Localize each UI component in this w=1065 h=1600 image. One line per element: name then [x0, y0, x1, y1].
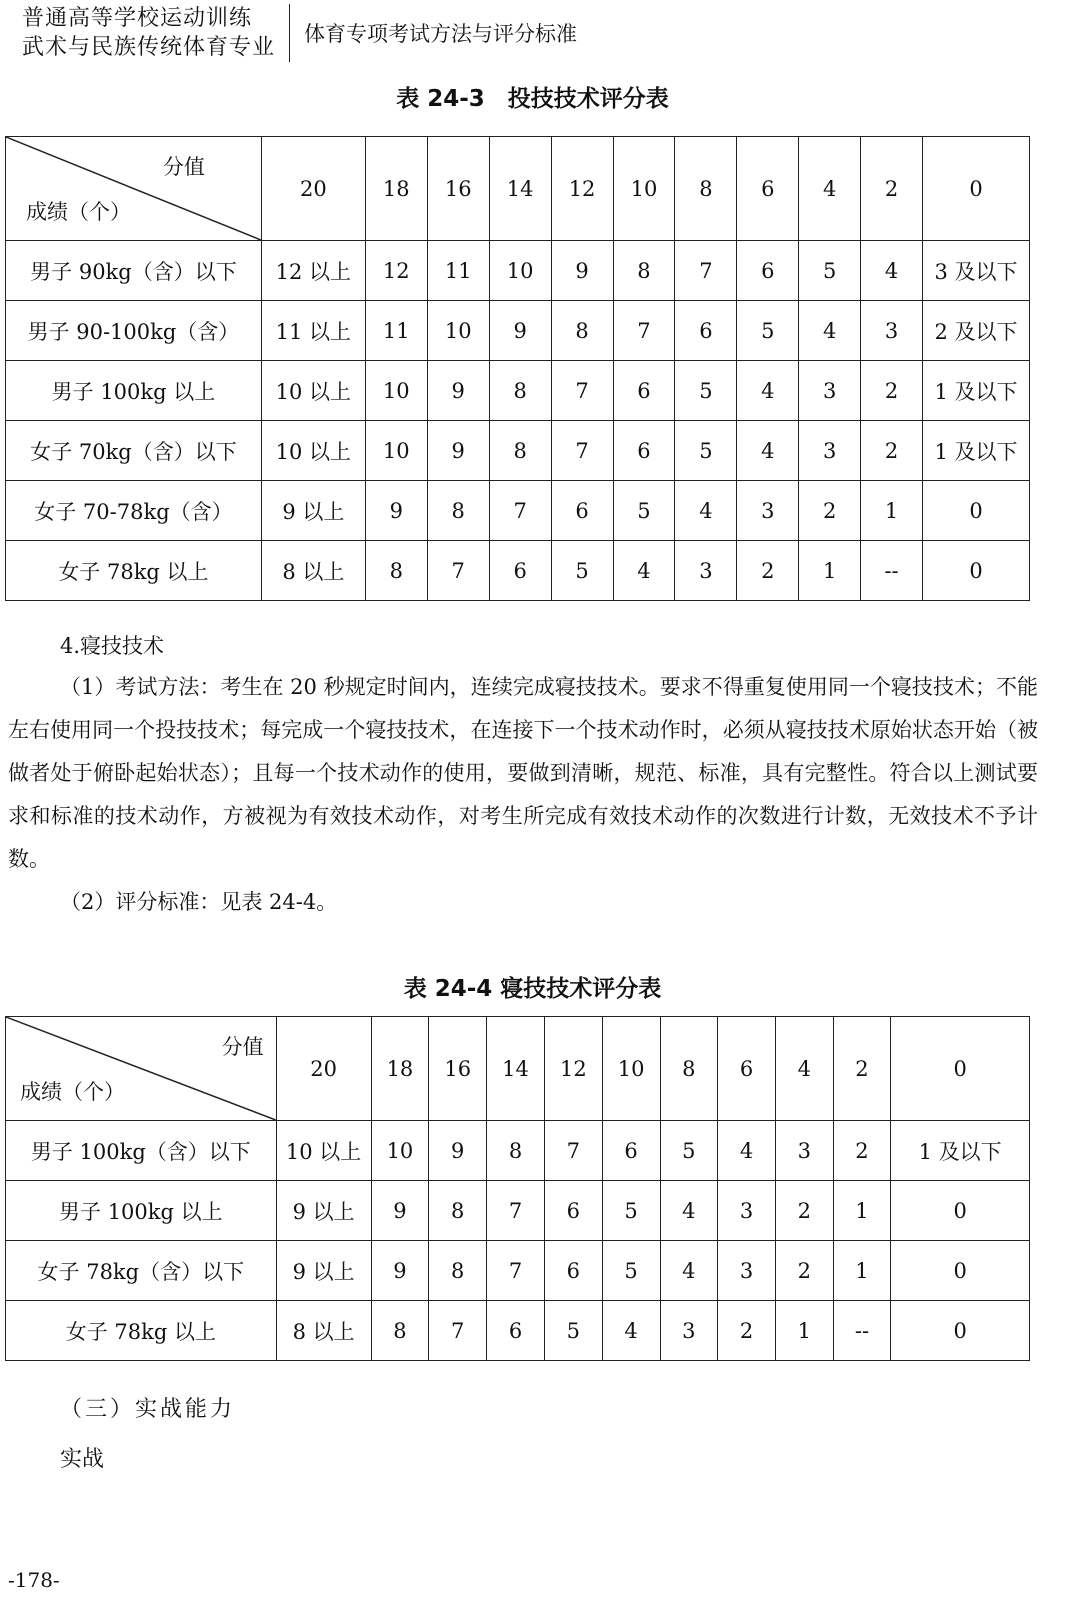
score-header: 18: [365, 137, 427, 241]
table-cell: --: [833, 1301, 891, 1361]
table-cell: 11: [427, 241, 489, 301]
table-cell: 7: [551, 421, 613, 481]
table-cell: 7: [429, 1301, 487, 1361]
table-cell: 9 以上: [261, 481, 365, 541]
score-header: 8: [660, 1017, 718, 1121]
score-header: 6: [737, 137, 799, 241]
row-label: 男子 90kg（含）以下: [6, 241, 262, 301]
method-paragraph: （1）考试方法：考生在 20 秒规定时间内，连续完成寝技技术。要求不得重复使用同一个寝技技术；不能左右使用同一个投技技术；每完成一个寝技技术，在连接下一个技术动作时，必须从寝技技术原始状态开始（被做者处于俯卧起始状态）；且每一个技术动作的使用，要做到清晰，规范、标准，具有完整性。符合以上测试要求和标准的技术动作，方被视为有效技术动作，对考生所完成有效技术动作的次数进行计数，无效技术不予计数。: [8, 675, 1038, 871]
table-cell: 10: [489, 241, 551, 301]
score-header: 12: [544, 1017, 602, 1121]
table-cell: 4: [675, 481, 737, 541]
table-cell: 5: [675, 361, 737, 421]
score-header: 4: [799, 137, 861, 241]
table-cell: 10 以上: [276, 1121, 371, 1181]
table-row: [6, 1181, 1030, 1241]
table-cell: 6: [544, 1181, 602, 1241]
header-line1: 普通高等学校运动训练: [22, 6, 253, 31]
table1-corner-cell: [6, 137, 262, 241]
section-sub: 实战: [60, 1447, 105, 1472]
table-cell: 4: [737, 361, 799, 421]
table-cell: 2: [799, 481, 861, 541]
item4-heading: 4.寝技技术: [60, 634, 165, 658]
table-cell: 1: [799, 541, 861, 601]
table-cell: 6: [675, 301, 737, 361]
table2-corner-bottom: 成绩（个）: [20, 1080, 125, 1104]
table-cell: 1: [833, 1241, 891, 1301]
table-cell: 3: [718, 1181, 776, 1241]
table-cell: 3: [660, 1301, 718, 1361]
table-cell: 9: [365, 481, 427, 541]
table-cell: 2: [718, 1301, 776, 1361]
row-label: 男子 100kg 以上: [6, 1181, 277, 1241]
table-row: [6, 481, 1030, 541]
table-cell: 9: [429, 1121, 487, 1181]
table-row: [6, 1301, 1030, 1361]
score-header: 4: [775, 1017, 833, 1121]
table-cell: 1 及以下: [923, 421, 1030, 481]
table-cell: 7: [487, 1181, 545, 1241]
table-cell: 6: [551, 481, 613, 541]
table-cell: 0: [923, 541, 1030, 601]
table-cell: 10 以上: [261, 421, 365, 481]
table-cell: 6: [602, 1121, 660, 1181]
table-cell: 9 以上: [276, 1241, 371, 1301]
score-header: 20: [261, 137, 365, 241]
table-row: [6, 361, 1030, 421]
table-cell: 2: [775, 1181, 833, 1241]
table-cell: 5: [613, 481, 675, 541]
row-label: 男子 100kg 以上: [6, 361, 262, 421]
row-label: 女子 78kg 以上: [6, 1301, 277, 1361]
table-cell: 9: [371, 1241, 429, 1301]
table-cell: 1: [833, 1181, 891, 1241]
table-cell: 4: [660, 1181, 718, 1241]
table-cell: 11 以上: [261, 301, 365, 361]
table-cell: 0: [891, 1241, 1030, 1301]
table2: [5, 1016, 1030, 1361]
table-cell: 8: [371, 1301, 429, 1361]
table-cell: 8: [429, 1181, 487, 1241]
header-line2: 武术与民族传统体育专业: [22, 35, 276, 60]
table-cell: 5: [602, 1241, 660, 1301]
table-cell: 2: [861, 361, 923, 421]
table-cell: 8: [429, 1241, 487, 1301]
table-cell: 10: [365, 421, 427, 481]
table-cell: 4: [799, 301, 861, 361]
table-cell: 8: [613, 241, 675, 301]
table-cell: 9: [427, 361, 489, 421]
table-cell: 9: [427, 421, 489, 481]
table-cell: 2 及以下: [923, 301, 1030, 361]
table-cell: 5: [544, 1301, 602, 1361]
table-cell: 6: [613, 421, 675, 481]
table-cell: 3: [737, 481, 799, 541]
table-cell: 8 以上: [276, 1301, 371, 1361]
table-cell: 8: [487, 1121, 545, 1181]
score-header: 2: [861, 137, 923, 241]
score-header: 14: [487, 1017, 545, 1121]
table-cell: 0: [891, 1301, 1030, 1361]
table-cell: 6: [489, 541, 551, 601]
table-cell: 6: [487, 1301, 545, 1361]
table-cell: 4: [718, 1121, 776, 1181]
table-cell: 3: [799, 361, 861, 421]
row-label: 男子 90-100kg（含）: [6, 301, 262, 361]
table-cell: 5: [799, 241, 861, 301]
table-cell: 5: [660, 1121, 718, 1181]
page-header: [22, 4, 577, 62]
table-cell: 2: [737, 541, 799, 601]
table-cell: 4: [602, 1301, 660, 1361]
table-cell: 7: [487, 1241, 545, 1301]
table-cell: 0: [923, 481, 1030, 541]
table-cell: 9: [551, 241, 613, 301]
table-cell: 7: [427, 541, 489, 601]
table-row: [6, 1121, 1030, 1181]
table-cell: 1: [775, 1301, 833, 1361]
score-header: 0: [923, 137, 1030, 241]
table-cell: 2: [833, 1121, 891, 1181]
table1-header-row: [6, 137, 1030, 241]
score-header: 10: [613, 137, 675, 241]
table-cell: 3: [718, 1241, 776, 1301]
table1-corner-bottom: 成绩（个）: [26, 200, 131, 224]
table-row: [6, 241, 1030, 301]
section-heading: （三）实战能力: [60, 1397, 236, 1422]
table-cell: 6: [544, 1241, 602, 1301]
table-cell: 8: [365, 541, 427, 601]
score-header: 10: [602, 1017, 660, 1121]
table-cell: 3: [775, 1121, 833, 1181]
table-cell: 3: [861, 301, 923, 361]
table-cell: 10: [365, 361, 427, 421]
row-label: 女子 78kg（含）以下: [6, 1241, 277, 1301]
table-cell: 0: [891, 1181, 1030, 1241]
table-cell: 6: [613, 361, 675, 421]
table-cell: 1 及以下: [923, 361, 1030, 421]
table-cell: 8: [551, 301, 613, 361]
table-cell: 5: [602, 1181, 660, 1241]
table1: [5, 136, 1030, 601]
table-cell: 1 及以下: [891, 1121, 1030, 1181]
table-cell: 5: [675, 421, 737, 481]
row-label: 男子 100kg（含）以下: [6, 1121, 277, 1181]
table1-title: 表 24-3 投技技术评分表: [396, 86, 669, 112]
table-cell: 2: [861, 421, 923, 481]
table-cell: 6: [737, 241, 799, 301]
table-cell: 10 以上: [261, 361, 365, 421]
table-cell: 9: [489, 301, 551, 361]
table2-corner-top: 分值: [221, 1035, 264, 1059]
table-cell: 3 及以下: [923, 241, 1030, 301]
table-cell: 7: [675, 241, 737, 301]
table-cell: 12 以上: [261, 241, 365, 301]
table-row: [6, 421, 1030, 481]
table-cell: 7: [613, 301, 675, 361]
score-header: 0: [891, 1017, 1030, 1121]
page-number: -178-: [8, 1568, 60, 1592]
table2-title: 表 24-4 寝技技术评分表: [403, 976, 662, 1002]
table-row: [6, 301, 1030, 361]
table-cell: 9: [371, 1181, 429, 1241]
table-cell: 5: [551, 541, 613, 601]
table-cell: 11: [365, 301, 427, 361]
table-cell: 7: [551, 361, 613, 421]
criteria-line: （2）评分标准：见表 24-4。: [60, 890, 338, 914]
table-cell: 4: [861, 241, 923, 301]
table-row: [6, 1241, 1030, 1301]
table-cell: 3: [675, 541, 737, 601]
table-cell: 4: [613, 541, 675, 601]
table-cell: 5: [737, 301, 799, 361]
header-right: 体育专项考试方法与评分标准: [304, 22, 578, 46]
table-cell: 7: [489, 481, 551, 541]
table-cell: 8 以上: [261, 541, 365, 601]
table-cell: 8: [489, 361, 551, 421]
table-cell: 12: [365, 241, 427, 301]
table-cell: 8: [489, 421, 551, 481]
table-cell: 2: [775, 1241, 833, 1301]
header-left: [22, 4, 290, 62]
table-cell: 3: [799, 421, 861, 481]
table-cell: 9 以上: [276, 1181, 371, 1241]
score-header: 16: [429, 1017, 487, 1121]
score-header: 20: [276, 1017, 371, 1121]
row-label: 女子 70-78kg（含）: [6, 481, 262, 541]
table-cell: 4: [660, 1241, 718, 1301]
table2-corner-cell: [6, 1017, 277, 1121]
table-row: [6, 541, 1030, 601]
score-header: 2: [833, 1017, 891, 1121]
table2-header-row: [6, 1017, 1030, 1121]
score-header: 14: [489, 137, 551, 241]
table-cell: 1: [861, 481, 923, 541]
score-header: 18: [371, 1017, 429, 1121]
table1-corner-top: 分值: [162, 155, 205, 179]
score-header: 8: [675, 137, 737, 241]
table-cell: 10: [371, 1121, 429, 1181]
table-cell: 8: [427, 481, 489, 541]
table-cell: 7: [544, 1121, 602, 1181]
table-cell: 10: [427, 301, 489, 361]
score-header: 6: [718, 1017, 776, 1121]
row-label: 女子 78kg 以上: [6, 541, 262, 601]
score-header: 16: [427, 137, 489, 241]
row-label: 女子 70kg（含）以下: [6, 421, 262, 481]
score-header: 12: [551, 137, 613, 241]
table-cell: --: [861, 541, 923, 601]
table-cell: 4: [737, 421, 799, 481]
